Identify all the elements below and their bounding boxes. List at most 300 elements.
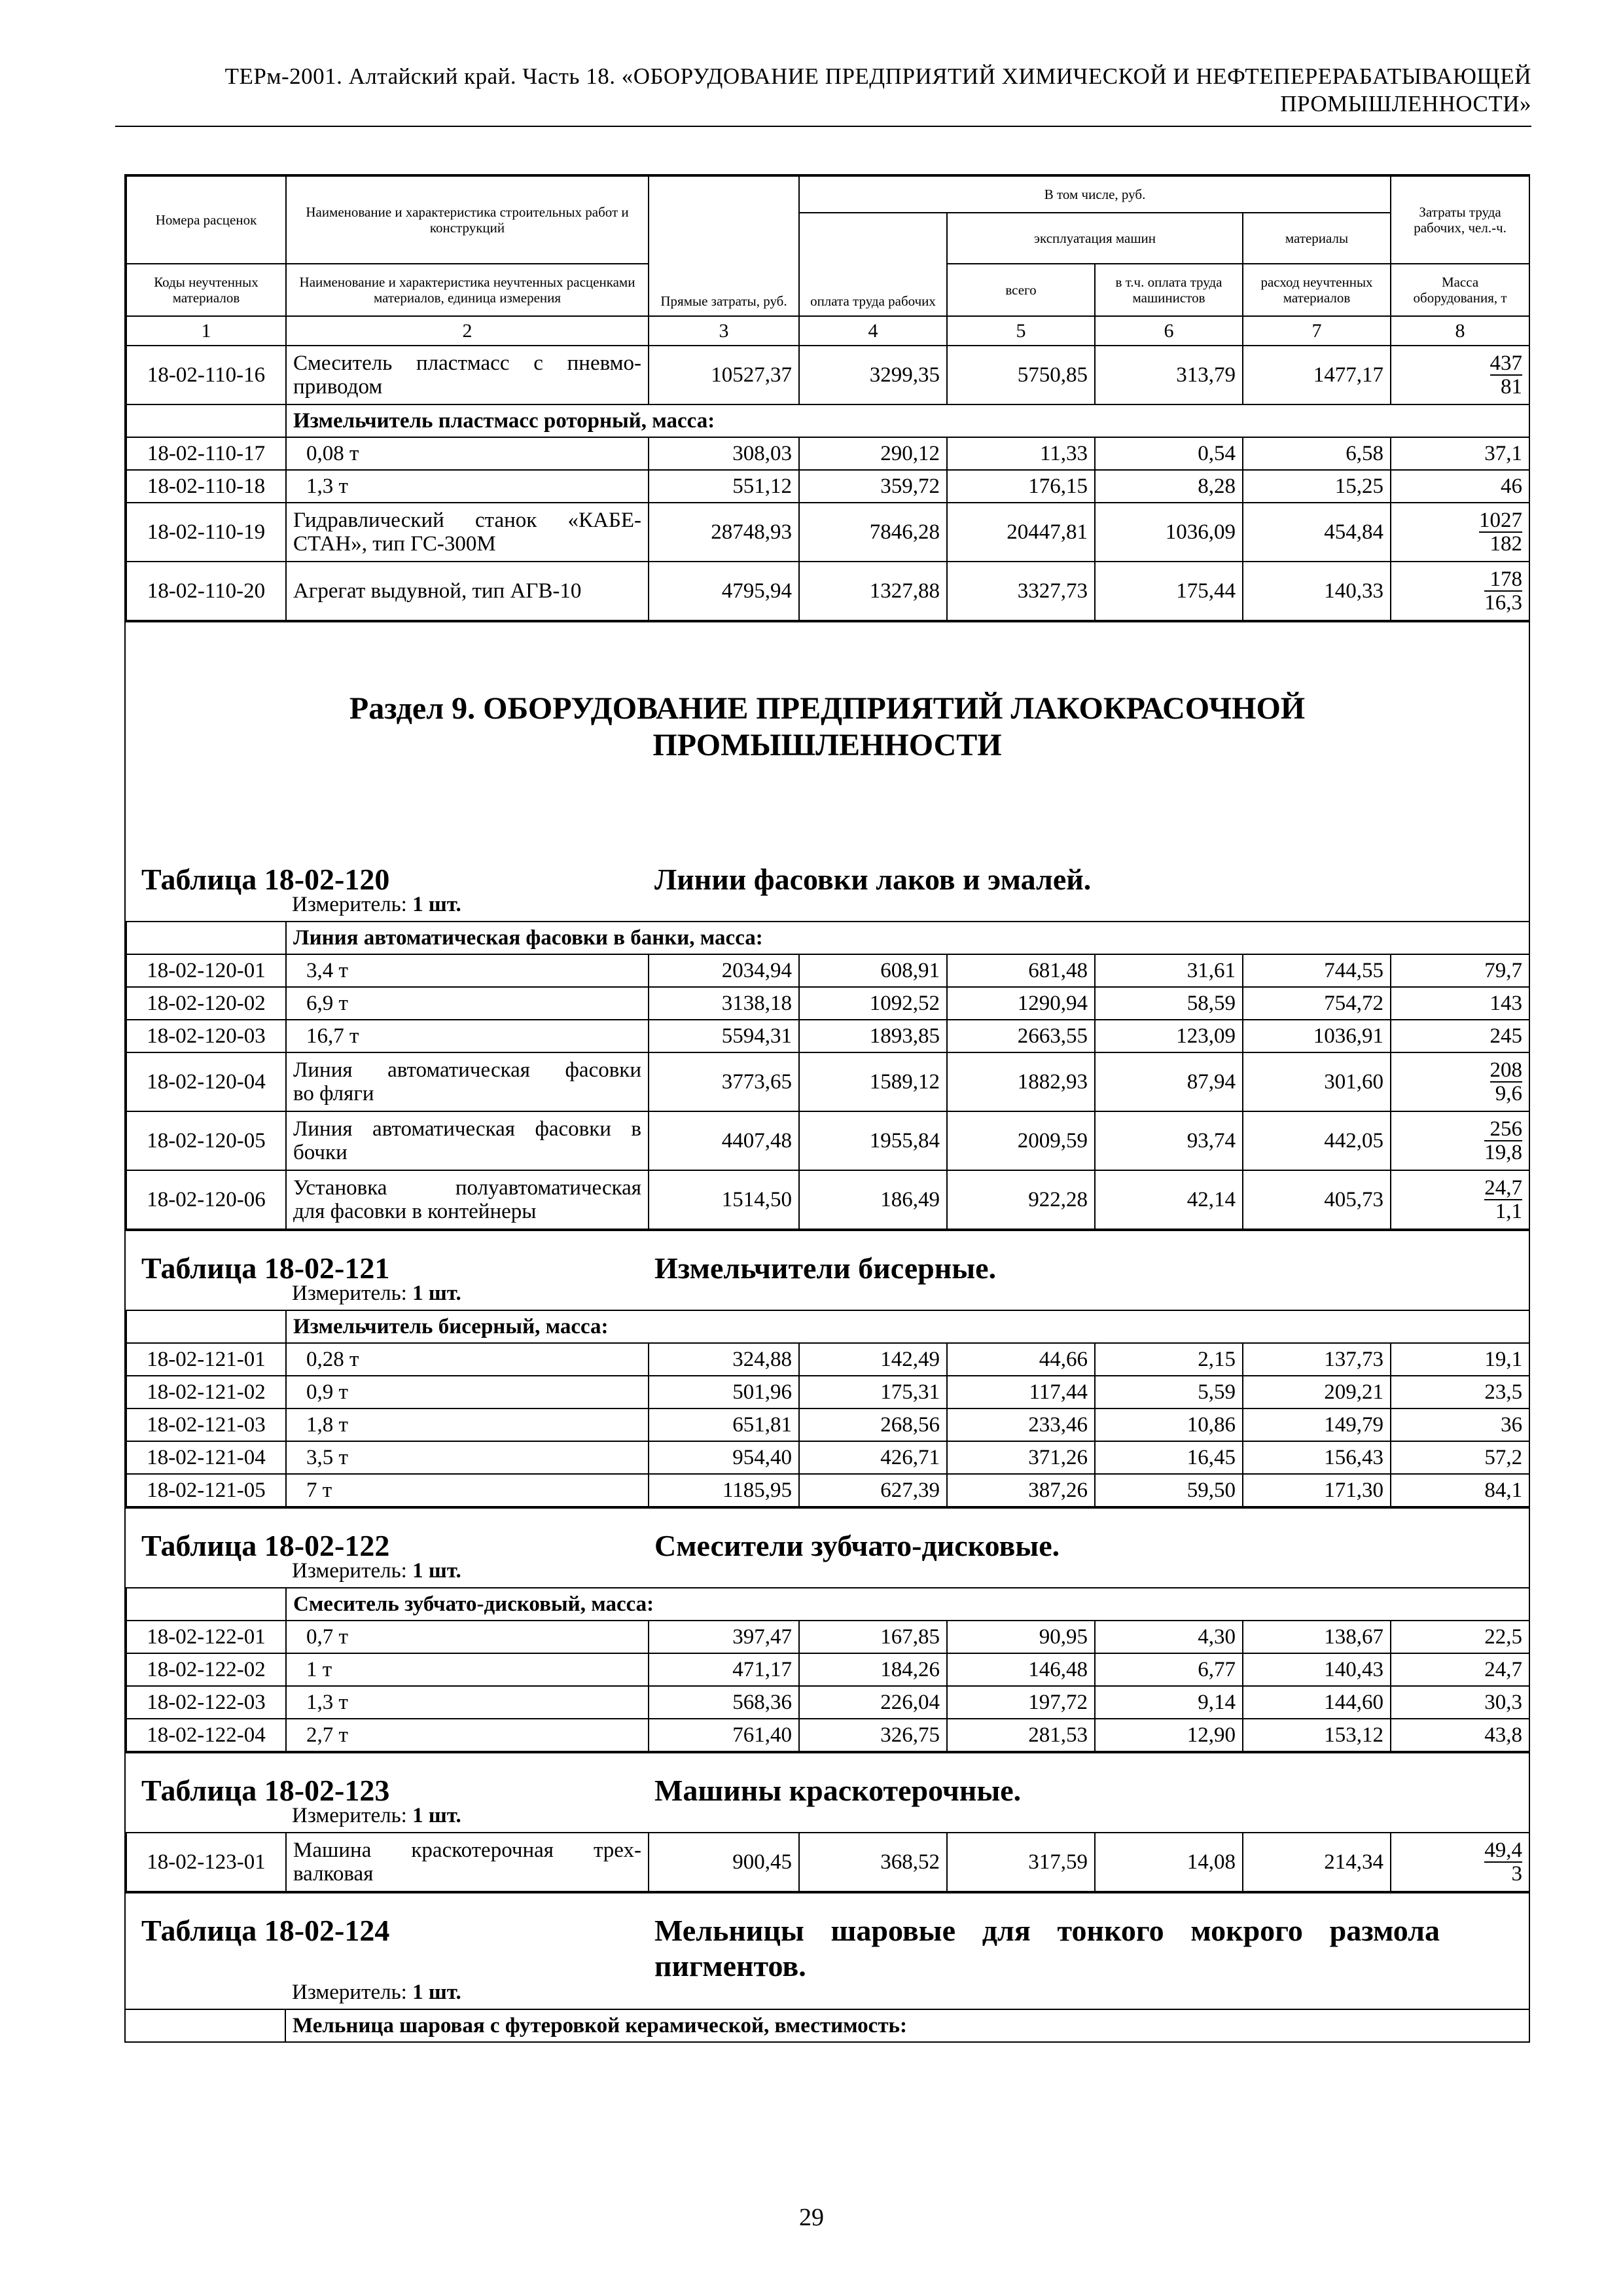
table-heading-124 xyxy=(126,1893,1529,2009)
row-labor: 84,1 xyxy=(1391,1474,1529,1507)
measure-label: Измеритель: xyxy=(292,893,407,916)
row-labor: 143 xyxy=(1391,987,1529,1020)
row-name-line1: Смеситель пластмасс с пневмо- xyxy=(293,351,641,375)
row-labor xyxy=(1391,1111,1529,1170)
group-title: Измельчитель бисерный, масса: xyxy=(286,1310,1529,1343)
row-code: 18-02-122-04 xyxy=(126,1719,286,1751)
section-title-line2: ПРОМЫШЛЕННОСТИ xyxy=(652,728,1002,762)
col-total-header: всего xyxy=(947,264,1095,316)
table-number: Таблица 18-02-124 xyxy=(141,1914,390,1947)
mass-value: 19,8 xyxy=(1484,1140,1523,1164)
row-name xyxy=(286,1052,649,1111)
table-124 xyxy=(126,2009,1529,2041)
row-name: 0,7 т xyxy=(286,1621,649,1653)
group-row xyxy=(126,2009,1529,2041)
table-heading-120 xyxy=(126,842,1529,921)
labor-value: 49,4 xyxy=(1484,1838,1522,1862)
mass-value: 81 xyxy=(1501,374,1523,399)
row-operators: 14,08 xyxy=(1095,1833,1243,1892)
row-materials: 144,60 xyxy=(1243,1686,1391,1719)
measure-value: 1 шт. xyxy=(412,893,461,916)
measure-value: 1 шт. xyxy=(412,1282,461,1305)
row-machines: 281,53 xyxy=(947,1719,1095,1751)
row-machines: 11,33 xyxy=(947,437,1095,470)
row-machines: 1882,93 xyxy=(947,1052,1095,1111)
row-code: 18-02-121-03 xyxy=(126,1408,286,1441)
row-operators: 5,59 xyxy=(1095,1376,1243,1408)
row-wages: 326,75 xyxy=(799,1719,947,1751)
table-heading-block-121 xyxy=(126,1230,1529,1310)
row-name: 0,9 т xyxy=(286,1376,649,1408)
row-labor: 23,5 xyxy=(1391,1376,1529,1408)
row-machines: 2009,59 xyxy=(947,1111,1095,1170)
col-codes-unrated-header: Коды неучтенных материалов xyxy=(126,264,286,316)
row-code: 18-02-110-18 xyxy=(126,470,286,503)
row-code: 18-02-110-19 xyxy=(126,503,286,562)
row-direct: 651,81 xyxy=(649,1408,799,1441)
section-title xyxy=(126,622,1529,842)
row-name-line2: приводом xyxy=(293,375,383,399)
row-name-line2: для фасовки в контейнеры xyxy=(293,1200,537,1223)
header-rule xyxy=(115,126,1531,127)
row-wages: 167,85 xyxy=(799,1621,947,1653)
row-code: 18-02-120-06 xyxy=(126,1170,286,1229)
labor-fraction xyxy=(1479,509,1522,555)
group-row xyxy=(126,404,1529,437)
mass-value: 1,1 xyxy=(1495,1199,1523,1223)
row-operators: 1036,09 xyxy=(1095,503,1243,562)
row-name: 1,3 т xyxy=(286,470,649,503)
row-direct: 761,40 xyxy=(649,1719,799,1751)
table-number: Таблица 18-02-122 xyxy=(141,1529,390,1562)
row-materials: 140,33 xyxy=(1243,562,1391,620)
labor-fraction xyxy=(1490,1059,1523,1105)
row-materials: 15,25 xyxy=(1243,470,1391,503)
row-materials: 754,72 xyxy=(1243,987,1391,1020)
table-123 xyxy=(126,1832,1530,1892)
row-machines: 681,48 xyxy=(947,954,1095,987)
table-row xyxy=(126,1621,1529,1653)
row-direct: 551,12 xyxy=(649,470,799,503)
row-labor xyxy=(1391,1833,1529,1892)
measure-label: Измеритель: xyxy=(292,1981,407,2004)
row-machines: 44,66 xyxy=(947,1343,1095,1376)
measure-value: 1 шт. xyxy=(412,1559,461,1583)
row-name: 6,9 т xyxy=(286,987,649,1020)
labor-value: 1027 xyxy=(1479,508,1523,532)
row-code: 18-02-110-20 xyxy=(126,562,286,620)
row-code: 18-02-110-17 xyxy=(126,437,286,470)
row-materials: 405,73 xyxy=(1243,1170,1391,1229)
row-direct: 28748,93 xyxy=(649,503,799,562)
col-machines-header: эксплуатация машин xyxy=(947,213,1243,264)
col-materials-header: материалы xyxy=(1243,213,1391,264)
labor-value: 24,7 xyxy=(1484,1175,1523,1200)
row-code: 18-02-122-02 xyxy=(126,1653,286,1686)
top-table xyxy=(126,175,1530,621)
row-code: 18-02-123-01 xyxy=(126,1833,286,1892)
row-materials: 171,30 xyxy=(1243,1474,1391,1507)
col-operators-header: в т.ч. оплата труда машинистов xyxy=(1095,264,1243,316)
row-materials: 454,84 xyxy=(1243,503,1391,562)
row-labor: 57,2 xyxy=(1391,1441,1529,1474)
row-name: 2,7 т xyxy=(286,1719,649,1751)
row-name-line1: Линия автоматическая фасовки в xyxy=(293,1117,641,1141)
row-labor: 36 xyxy=(1391,1408,1529,1441)
table-title: Машины краскотерочные. xyxy=(654,1774,1022,1807)
row-name xyxy=(286,1170,649,1229)
row-code: 18-02-120-03 xyxy=(126,1020,286,1052)
row-machines: 176,15 xyxy=(947,470,1095,503)
col-name-unrated-header: Наименование и характеристика неучтенных расценками материалов, единица измерения xyxy=(286,264,649,316)
table-row xyxy=(126,1408,1529,1441)
table-heading-block-122 xyxy=(126,1507,1529,1587)
row-wages: 1893,85 xyxy=(799,1020,947,1052)
table-row xyxy=(126,503,1529,562)
row-direct: 2034,94 xyxy=(649,954,799,987)
row-direct: 3138,18 xyxy=(649,987,799,1020)
table-title: Смесители зубчато-дисковые. xyxy=(654,1529,1060,1562)
row-name: 1,8 т xyxy=(286,1408,649,1441)
measure-value: 1 шт. xyxy=(412,1981,461,2004)
measure-value: 1 шт. xyxy=(412,1804,461,1827)
col-direct-header: Прямые затраты, руб. xyxy=(649,176,799,316)
table-title: Линии фасовки лаков и эмалей. xyxy=(654,863,1092,896)
table-title: Мельницы шаровые для тонкого мокрого размола пигментов. xyxy=(654,1914,1440,1982)
row-labor: 37,1 xyxy=(1391,437,1529,470)
table-heading-block-123 xyxy=(126,1752,1529,1832)
row-code: 18-02-120-02 xyxy=(126,987,286,1020)
row-labor xyxy=(1391,503,1529,562)
table-row xyxy=(126,1653,1529,1686)
table-120 xyxy=(126,921,1530,1230)
row-direct: 324,88 xyxy=(649,1343,799,1376)
measure-unit xyxy=(292,1981,461,2005)
table-heading-121 xyxy=(126,1231,1529,1310)
row-name: 0,28 т xyxy=(286,1343,649,1376)
section-block xyxy=(126,621,1529,921)
row-direct: 308,03 xyxy=(649,437,799,470)
page-number: 29 xyxy=(799,2204,824,2231)
price-table xyxy=(124,174,1530,2043)
row-materials: 301,60 xyxy=(1243,1052,1391,1111)
row-name: 3,5 т xyxy=(286,1441,649,1474)
row-machines: 317,59 xyxy=(947,1833,1095,1892)
row-operators: 16,45 xyxy=(1095,1441,1243,1474)
row-labor xyxy=(1391,1170,1529,1229)
row-name: 0,08 т xyxy=(286,437,649,470)
row-name-line1: Машина краскотерочная трех- xyxy=(293,1839,641,1862)
labor-fraction xyxy=(1484,568,1522,614)
row-wages: 426,71 xyxy=(799,1441,947,1474)
row-operators: 8,28 xyxy=(1095,470,1243,503)
row-machines: 233,46 xyxy=(947,1408,1095,1441)
row-name: 7 т xyxy=(286,1474,649,1507)
table-row xyxy=(126,1719,1529,1751)
table-row xyxy=(126,562,1529,620)
top-rows xyxy=(126,346,1529,620)
row-direct: 471,17 xyxy=(649,1653,799,1686)
group-row xyxy=(126,1310,1529,1343)
row-materials: 442,05 xyxy=(1243,1111,1391,1170)
table-row xyxy=(126,1170,1529,1229)
row-code: 18-02-122-01 xyxy=(126,1621,286,1653)
running-header-line1: ТЕРм-2001. Алтайский край. Часть 18. «ОБОРУДОВАНИЕ ПРЕДПРИЯТИЙ ХИМИЧЕСКОЙ И НЕФТЕПЕРЕРАБАТЫВАЮЩЕЙ xyxy=(224,63,1531,89)
labor-fraction xyxy=(1484,1118,1522,1164)
row-wages: 1092,52 xyxy=(799,987,947,1020)
measure-label: Измеритель: xyxy=(292,1282,407,1305)
section-title-line1: Раздел 9. ОБОРУДОВАНИЕ ПРЕДПРИЯТИЙ ЛАКОКРАСОЧНОЙ xyxy=(349,691,1306,726)
row-labor xyxy=(1391,346,1529,404)
row-materials: 137,73 xyxy=(1243,1343,1391,1376)
row-materials: 209,21 xyxy=(1243,1376,1391,1408)
row-labor xyxy=(1391,562,1529,620)
row-code: 18-02-121-05 xyxy=(126,1474,286,1507)
row-materials: 744,55 xyxy=(1243,954,1391,987)
table-number: Таблица 18-02-121 xyxy=(141,1251,390,1285)
table-title: Измельчители бисерные. xyxy=(654,1251,997,1285)
row-wages: 3299,35 xyxy=(799,346,947,404)
row-wages: 268,56 xyxy=(799,1408,947,1441)
row-materials: 1036,91 xyxy=(1243,1020,1391,1052)
row-machines: 197,72 xyxy=(947,1686,1095,1719)
measure-unit xyxy=(292,1282,461,1306)
row-operators: 4,30 xyxy=(1095,1621,1243,1653)
table-row xyxy=(126,1686,1529,1719)
table-row xyxy=(126,1441,1529,1474)
row-name: Агрегат выдувной, тип АГВ-10 xyxy=(286,562,649,620)
measure-label: Измеритель: xyxy=(292,1559,407,1583)
row-machines: 387,26 xyxy=(947,1474,1095,1507)
row-direct: 568,36 xyxy=(649,1686,799,1719)
group-row xyxy=(126,922,1529,954)
row-name-line2: валковая xyxy=(293,1862,374,1886)
group-title: Смеситель зубчато-дисковый, масса: xyxy=(286,1588,1529,1621)
row-labor: 30,3 xyxy=(1391,1686,1529,1719)
row-operators: 59,50 xyxy=(1095,1474,1243,1507)
labor-value: 208 xyxy=(1489,1058,1523,1082)
row-direct: 4795,94 xyxy=(649,562,799,620)
table-row xyxy=(126,1833,1529,1892)
row-operators: 87,94 xyxy=(1095,1052,1243,1111)
row-materials: 1477,17 xyxy=(1243,346,1391,404)
group-title: Линия автоматическая фасовки в банки, масса: xyxy=(286,922,1529,954)
measure-unit xyxy=(292,1804,461,1828)
table-row xyxy=(126,1474,1529,1507)
row-name: 16,7 т xyxy=(286,1020,649,1052)
row-operators: 175,44 xyxy=(1095,562,1243,620)
row-operators: 93,74 xyxy=(1095,1111,1243,1170)
row-machines: 5750,85 xyxy=(947,346,1095,404)
col-number: 5 xyxy=(947,316,1095,346)
row-materials: 6,58 xyxy=(1243,437,1391,470)
row-direct: 397,47 xyxy=(649,1621,799,1653)
row-materials: 138,67 xyxy=(1243,1621,1391,1653)
row-direct: 10527,37 xyxy=(649,346,799,404)
col-number: 2 xyxy=(286,316,649,346)
row-machines: 1290,94 xyxy=(947,987,1095,1020)
row-operators: 6,77 xyxy=(1095,1653,1243,1686)
row-direct: 3773,65 xyxy=(649,1052,799,1111)
row-wages: 290,12 xyxy=(799,437,947,470)
table-row xyxy=(126,1020,1529,1052)
col-materials-use-header: расход неучтенных материалов xyxy=(1243,264,1391,316)
col-number: 7 xyxy=(1243,316,1391,346)
row-name-line2: бочки xyxy=(293,1141,348,1164)
row-direct: 4407,48 xyxy=(649,1111,799,1170)
row-code: 18-02-110-16 xyxy=(126,346,286,404)
running-header xyxy=(115,63,1531,118)
row-direct: 900,45 xyxy=(649,1833,799,1892)
table-row xyxy=(126,1343,1529,1376)
labor-fraction xyxy=(1484,1839,1522,1885)
row-labor xyxy=(1391,1052,1529,1111)
table-number: Таблица 18-02-123 xyxy=(141,1774,390,1807)
row-labor: 22,5 xyxy=(1391,1621,1529,1653)
row-wages: 608,91 xyxy=(799,954,947,987)
row-name xyxy=(286,503,649,562)
incl-header: В том числе, руб. xyxy=(799,176,1391,213)
row-code: 18-02-121-01 xyxy=(126,1343,286,1376)
row-code: 18-02-122-03 xyxy=(126,1686,286,1719)
group-title: Измельчитель пластмасс роторный, масса: xyxy=(286,404,1529,437)
row-code: 18-02-120-05 xyxy=(126,1111,286,1170)
row-wages: 226,04 xyxy=(799,1686,947,1719)
mass-value: 182 xyxy=(1489,531,1523,556)
row-labor: 19,1 xyxy=(1391,1343,1529,1376)
row-operators: 58,59 xyxy=(1095,987,1243,1020)
table-row xyxy=(126,470,1529,503)
row-code: 18-02-120-04 xyxy=(126,1052,286,1111)
measure-unit xyxy=(292,1559,461,1583)
row-code: 18-02-121-02 xyxy=(126,1376,286,1408)
row-direct: 954,40 xyxy=(649,1441,799,1474)
row-direct: 501,96 xyxy=(649,1376,799,1408)
col-number: 6 xyxy=(1095,316,1243,346)
row-direct: 5594,31 xyxy=(649,1020,799,1052)
col-labor-header: Затраты труда рабочих, чел.-ч. xyxy=(1391,176,1529,264)
row-wages: 368,52 xyxy=(799,1833,947,1892)
mass-value: 3 xyxy=(1511,1861,1522,1886)
row-wages: 186,49 xyxy=(799,1170,947,1229)
row-code: 18-02-121-04 xyxy=(126,1441,286,1474)
table-heading-123 xyxy=(126,1753,1529,1832)
labor-fraction xyxy=(1484,1177,1522,1223)
col-number: 1 xyxy=(126,316,286,346)
row-labor: 245 xyxy=(1391,1020,1529,1052)
labor-fraction xyxy=(1490,352,1523,398)
row-wages: 1955,84 xyxy=(799,1111,947,1170)
row-machines: 371,26 xyxy=(947,1441,1095,1474)
row-wages: 627,39 xyxy=(799,1474,947,1507)
row-wages: 1589,12 xyxy=(799,1052,947,1111)
table-number: Таблица 18-02-120 xyxy=(141,863,390,896)
row-direct: 1514,50 xyxy=(649,1170,799,1229)
col-wages-header: оплата труда рабочих xyxy=(799,213,947,316)
row-name: 1,3 т xyxy=(286,1686,649,1719)
row-wages: 175,31 xyxy=(799,1376,947,1408)
table-row xyxy=(126,954,1529,987)
table-heading-122 xyxy=(126,1509,1529,1587)
row-materials: 149,79 xyxy=(1243,1408,1391,1441)
col-name-header: Наименование и характеристика строительных работ и конструкций xyxy=(286,176,649,264)
row-machines: 3327,73 xyxy=(947,562,1095,620)
mass-value: 16,3 xyxy=(1484,590,1523,615)
col-number: 4 xyxy=(799,316,947,346)
table-row xyxy=(126,1052,1529,1111)
row-name-line1: Линия автоматическая фасовки xyxy=(293,1058,641,1082)
row-labor: 46 xyxy=(1391,470,1529,503)
measure-label: Измеритель: xyxy=(292,1804,407,1827)
row-machines: 90,95 xyxy=(947,1621,1095,1653)
row-machines: 117,44 xyxy=(947,1376,1095,1408)
group-row xyxy=(126,1588,1529,1621)
row-name-line1: Гидравлический станок «КАБЕ- xyxy=(293,509,641,532)
row-materials: 156,43 xyxy=(1243,1441,1391,1474)
table-row xyxy=(126,1376,1529,1408)
row-operators: 9,14 xyxy=(1095,1686,1243,1719)
table-row xyxy=(126,1111,1529,1170)
col-codes-header: Номера расценок xyxy=(126,176,286,264)
row-materials: 153,12 xyxy=(1243,1719,1391,1751)
row-name-line2: во фляги xyxy=(293,1082,374,1105)
row-wages: 1327,88 xyxy=(799,562,947,620)
row-labor: 24,7 xyxy=(1391,1653,1529,1686)
row-code: 18-02-120-01 xyxy=(126,954,286,987)
row-wages: 184,26 xyxy=(799,1653,947,1686)
col-mass-header: Масса оборудования, т xyxy=(1391,264,1529,316)
row-machines: 922,28 xyxy=(947,1170,1095,1229)
row-operators: 42,14 xyxy=(1095,1170,1243,1229)
row-name-line2: СТАН», тип ГС-300М xyxy=(293,532,496,556)
row-name-line1: Установка полуавтоматическая xyxy=(293,1176,641,1200)
table-121 xyxy=(126,1310,1530,1507)
row-machines: 20447,81 xyxy=(947,503,1095,562)
table-row xyxy=(126,346,1529,404)
row-wages: 359,72 xyxy=(799,470,947,503)
row-name: 3,4 т xyxy=(286,954,649,987)
row-operators: 10,86 xyxy=(1095,1408,1243,1441)
row-operators: 31,61 xyxy=(1095,954,1243,987)
table-heading-block-124 xyxy=(126,1892,1529,2009)
row-operators: 123,09 xyxy=(1095,1020,1243,1052)
row-labor: 43,8 xyxy=(1391,1719,1529,1751)
table-122 xyxy=(126,1587,1530,1752)
row-materials: 214,34 xyxy=(1243,1833,1391,1892)
col-number: 8 xyxy=(1391,316,1529,346)
row-name xyxy=(286,1111,649,1170)
row-operators: 313,79 xyxy=(1095,346,1243,404)
group-title: Мельница шаровая с футеровкой керамической, вместимость: xyxy=(285,2009,1529,2041)
row-materials: 140,43 xyxy=(1243,1653,1391,1686)
row-name xyxy=(286,346,649,404)
measure-unit xyxy=(292,893,461,917)
labor-value: 437 xyxy=(1489,351,1523,375)
table-row xyxy=(126,437,1529,470)
row-machines: 2663,55 xyxy=(947,1020,1095,1052)
row-name: 1 т xyxy=(286,1653,649,1686)
row-operators: 0,54 xyxy=(1095,437,1243,470)
mass-value: 9,6 xyxy=(1495,1081,1523,1105)
row-machines: 146,48 xyxy=(947,1653,1095,1686)
table-row xyxy=(126,987,1529,1020)
row-name xyxy=(286,1833,649,1892)
col-number: 3 xyxy=(649,316,799,346)
row-labor: 79,7 xyxy=(1391,954,1529,987)
labor-value: 256 xyxy=(1484,1118,1522,1141)
labor-value: 178 xyxy=(1484,568,1522,592)
row-wages: 142,49 xyxy=(799,1343,947,1376)
